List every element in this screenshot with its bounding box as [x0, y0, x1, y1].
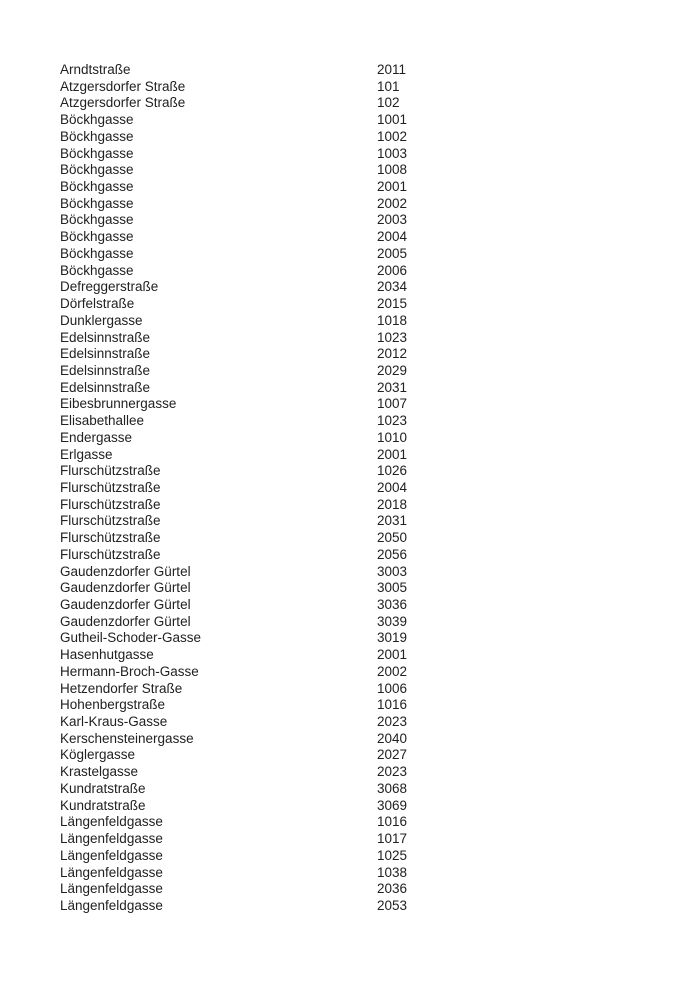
street-code: 3036 [377, 597, 408, 612]
street-code: 2001 [377, 179, 408, 195]
list-item [60, 179, 497, 196]
list-item [60, 196, 497, 213]
street-code: 2012 [377, 346, 408, 362]
street-code: 2031 [377, 379, 408, 395]
street-code: 1001 [377, 112, 408, 128]
list-item [60, 714, 497, 731]
list-item [60, 346, 497, 363]
street-name: Flurschützstraße [60, 530, 161, 546]
street-name: Gaudenzdorfer Gürtel [60, 563, 191, 579]
street-name: Hermann-Broch-Gasse [60, 663, 199, 679]
street-code: 1007 [377, 396, 408, 412]
street-code: 1010 [377, 429, 408, 445]
list-item [60, 62, 497, 79]
street-name: Hohenbergstraße [60, 697, 166, 713]
street-code: 2015 [377, 296, 408, 312]
street-code-list [60, 62, 497, 915]
list-item [60, 363, 497, 380]
list-item [60, 697, 497, 714]
street-code: 1002 [377, 128, 408, 144]
street-code: 2027 [377, 747, 408, 763]
list-item [60, 513, 497, 530]
street-code: 2040 [377, 730, 408, 746]
street-code: 2002 [377, 195, 408, 211]
list-item [60, 814, 497, 831]
street-name: Böckhgasse [60, 212, 134, 228]
list-item [60, 731, 497, 748]
list-item [60, 447, 497, 464]
street-code: 1038 [377, 864, 408, 880]
street-code: 2005 [377, 245, 408, 261]
street-name: Kundratstraße [60, 797, 146, 813]
street-code: 2003 [377, 212, 408, 228]
list-item [60, 614, 497, 631]
list-item [60, 396, 497, 413]
street-code: 2029 [377, 362, 408, 378]
list-item [60, 497, 497, 514]
list-item [60, 681, 497, 698]
street-code: 1017 [377, 831, 408, 847]
street-name: Dunklergasse [60, 312, 143, 328]
street-name: Hetzendorfer Straße [60, 680, 183, 696]
street-code: 1025 [377, 847, 408, 863]
street-code: 2050 [377, 530, 408, 546]
street-code: 101 [377, 78, 400, 94]
street-name: Böckhgasse [60, 195, 134, 211]
street-name: Böckhgasse [60, 262, 134, 278]
street-code: 1008 [377, 162, 408, 178]
street-name: Edelsinnstraße [60, 379, 151, 395]
street-name: Längenfeldgasse [60, 881, 163, 897]
street-code: 1023 [377, 329, 408, 345]
list-item [60, 647, 497, 664]
street-name: Arndtstraße [60, 62, 131, 77]
list-item [60, 296, 497, 313]
list-item [60, 781, 497, 798]
street-name: Edelsinnstraße [60, 362, 151, 378]
list-item [60, 313, 497, 330]
street-code: 3005 [377, 580, 408, 596]
list-item [60, 798, 497, 815]
street-name: Böckhgasse [60, 112, 134, 128]
street-code: 2001 [377, 647, 408, 663]
street-code: 3068 [377, 780, 408, 796]
street-name: Gaudenzdorfer Gürtel [60, 580, 191, 596]
street-name: Gaudenzdorfer Gürtel [60, 597, 191, 612]
street-code: 2011 [377, 62, 407, 77]
street-code: 1016 [377, 697, 408, 713]
street-code: 1006 [377, 680, 408, 696]
list-item [60, 764, 497, 781]
street-name: Gutheil-Schoder-Gasse [60, 630, 202, 646]
list-item [60, 630, 497, 647]
street-name: Böckhgasse [60, 245, 134, 261]
street-name: Endergasse [60, 429, 133, 445]
street-code: 2031 [377, 513, 408, 529]
street-name: Edelsinnstraße [60, 329, 151, 345]
street-name: Kundratstraße [60, 780, 146, 796]
street-name: Böckhgasse [60, 229, 134, 245]
street-code: 2036 [377, 881, 408, 897]
list-item [60, 112, 497, 129]
list-item [60, 580, 497, 597]
street-name: Böckhgasse [60, 179, 134, 195]
street-code: 2001 [377, 446, 408, 462]
street-name: Böckhgasse [60, 162, 134, 178]
list-item [60, 330, 497, 347]
list-item [60, 212, 497, 229]
street-name: Längenfeldgasse [60, 847, 163, 863]
list-item [60, 463, 497, 480]
list-item [60, 246, 497, 263]
street-name: Erlgasse [60, 446, 113, 462]
street-code: 2056 [377, 546, 408, 562]
street-code: 2002 [377, 663, 408, 679]
street-name: Elisabethallee [60, 413, 145, 429]
street-code: 2006 [377, 262, 408, 278]
street-name: Flurschützstraße [60, 513, 161, 529]
street-name: Flurschützstraße [60, 463, 161, 479]
list-item [60, 530, 497, 547]
street-name: Flurschützstraße [60, 546, 161, 562]
list-item [60, 898, 497, 915]
street-name: Längenfeldgasse [60, 831, 163, 847]
list-item [60, 747, 497, 764]
list-item [60, 380, 497, 397]
street-name: Eibesbrunnergasse [60, 396, 177, 412]
street-name: Atzgersdorfer Straße [60, 95, 186, 111]
street-name: Längenfeldgasse [60, 814, 163, 830]
list-item [60, 79, 497, 96]
list-item [60, 848, 497, 865]
list-item [60, 831, 497, 848]
street-name: Dörfelstraße [60, 296, 135, 312]
list-item [60, 146, 497, 163]
list-item [60, 413, 497, 430]
street-code: 3039 [377, 613, 408, 629]
street-name: Flurschützstraße [60, 479, 161, 495]
list-item [60, 664, 497, 681]
street-name: Edelsinnstraße [60, 346, 151, 362]
street-code: 2004 [377, 229, 408, 245]
street-name: Atzgersdorfer Straße [60, 78, 186, 94]
list-item [60, 430, 497, 447]
list-item [60, 865, 497, 882]
list-item [60, 279, 497, 296]
street-code: 1026 [377, 463, 408, 479]
street-code: 1018 [377, 312, 408, 328]
street-code: 3069 [377, 797, 408, 813]
list-item [60, 95, 497, 112]
street-code: 1016 [377, 814, 408, 830]
list-item [60, 229, 497, 246]
list-item [60, 129, 497, 146]
street-code: 2053 [377, 897, 408, 913]
street-code: 3019 [377, 630, 408, 646]
street-code: 2034 [377, 279, 408, 295]
street-code: 1023 [377, 413, 408, 429]
street-name: Hasenhutgasse [60, 647, 154, 663]
list-item [60, 881, 497, 898]
street-code: 1003 [377, 145, 408, 161]
street-name: Böckhgasse [60, 128, 134, 144]
street-name: Böckhgasse [60, 145, 134, 161]
street-name: Köglergasse [60, 747, 136, 763]
street-code: 3003 [377, 563, 408, 579]
list-item [60, 263, 497, 280]
list-item [60, 547, 497, 564]
street-name: Flurschützstraße [60, 496, 161, 512]
street-code: 2023 [377, 764, 408, 780]
street-name: Längenfeldgasse [60, 864, 163, 880]
street-code: 2004 [377, 479, 408, 495]
street-code: 102 [377, 95, 400, 111]
list-item [60, 597, 497, 614]
street-name: Gaudenzdorfer Gürtel [60, 613, 191, 629]
street-name: Krastelgasse [60, 764, 139, 780]
list-item [60, 564, 497, 581]
list-item [60, 162, 497, 179]
list-item [60, 480, 497, 497]
street-name: Karl-Kraus-Gasse [60, 714, 168, 730]
street-code: 2023 [377, 714, 408, 730]
street-code: 2018 [377, 496, 408, 512]
street-name: Defreggerstraße [60, 279, 159, 295]
street-name: Längenfeldgasse [60, 897, 163, 913]
street-name: Kerschensteinergasse [60, 730, 194, 746]
